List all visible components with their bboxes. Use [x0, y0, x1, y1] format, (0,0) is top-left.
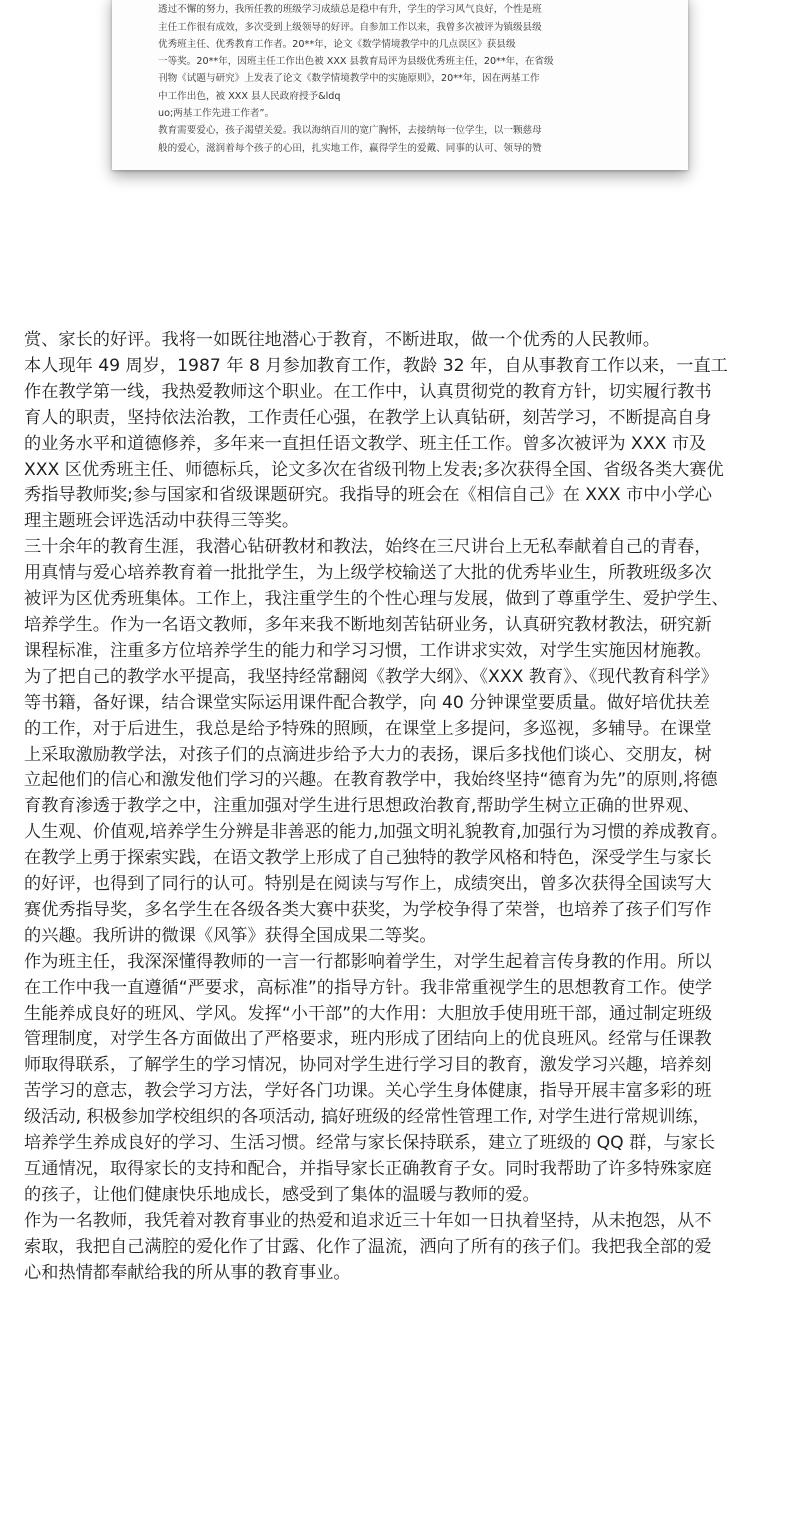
body-line: 赏、家长的好评。我将一如既往地潜心于教育，不断进取，做一个优秀的人民教师。 [24, 330, 660, 350]
body-line: 用真情与爱心培养教育着一批批学生，为上级学校输送了大批的优秀毕业生，所教班级多次 [24, 563, 712, 584]
preview-line: 中工作出色，被 XXX 县人民政府授予&ldq [158, 90, 341, 102]
preview-line: 主任工作很有成效，多次受到上级领导的好评。自参加工作以来，我曾多次被评为镇级县级 [158, 21, 542, 33]
body-line: 作为班主任，我深深懂得教师的一言一行都影响着学生，对学生起着言传身教的作用。所以 [24, 951, 712, 972]
body-line: 理主题班会评选活动中获得三等奖。 [24, 511, 300, 532]
preview-line: 教育需要爱心，孩子渴望关爱。我以海纳百川的宽广胸怀，去接纳每一位学生，以一颗慈母 [158, 125, 542, 137]
body-line: 的孩子，让他们健康快乐地成长，感受到了集体的温暖与教师的爱。 [24, 1184, 540, 1205]
body-line: 管理制度，对学生各方面做出了严格要求，班内形成了团结向上的优良班风。经常与任课教 [24, 1029, 712, 1050]
body-line: 作在教学第一线，我热爱教师这个职业。在工作中，认真贯彻党的教育方针，切实履行教书 [24, 381, 712, 402]
preview-line: 优秀班主任、优秀教育工作者。20**年，论文《数学情境教学中的几点误区》获县级 [158, 38, 516, 50]
body-line: 师取得联系，了解学生的学习情况，协同对学生进行学习目的教育，激发学习兴趣，培养刻 [24, 1055, 712, 1076]
body-line: 等书籍，备好课，结合课堂实际运用课件配合教学，向 40 分钟课堂要质量。做好培优扶差 [24, 692, 710, 713]
body-line: 的好评，也得到了同行的认可。特别是在阅读与写作上，成绩突出，曾多次获得全国读写大 [24, 874, 712, 895]
preview-line: uo;两基工作先进工作者”。 [158, 108, 275, 120]
body-line: 生能养成良好的班风、学风。发挥“小干部”的大作用：大胆放手使用班干部，通过制定班级 [24, 1003, 713, 1024]
body-line: 作为一名教师，我凭着对教育事业的热爱和追求近三十年如一日执着坚持，从未抱怨，从不 [24, 1210, 712, 1231]
body-line: 心和热情都奉献给我的所从事的教育事业。 [24, 1262, 351, 1283]
preview-line: 刊物《试题与研究》上发表了论文《数学情境教学中的实施原则》，20**年，因在两基工作 [158, 73, 540, 85]
body-line: 本人现年 49 周岁，1987 年 8 月参加教育工作，教龄 32 年，自从事教育工作以来，一直工 [24, 355, 728, 376]
body-line: 秀指导教师奖;参与国家和省级课题研究。我指导的班会在《相信自己》在 XXX 市中小学心 [24, 485, 712, 506]
document-preview-card [112, 0, 688, 170]
body-line: 的工作，对于后进生，我总是给予特殊的照顾，在课堂上多提问，多巡视，多辅导。在课堂 [24, 718, 712, 739]
body-line: 在工作中我一直遵循“严要求，高标准”的指导方针。我非常重视学生的思想教育工作。使学 [24, 977, 713, 998]
preview-line: 般的爱心，滋润着每个孩子的心田，扎实地工作，赢得学生的爱戴、同事的认可、领导的赞 [158, 142, 542, 154]
body-line: 苦学习的意志，教会学习方法，学好各门功课。关心学生身体健康，指导开展丰富多彩的班 [24, 1081, 712, 1102]
body-line: 课程标准，注重多方位培养学生的能力和学习习惯，工作讲求实效，对学生实施因材施教。 [24, 640, 712, 661]
body-line: 赛优秀指导奖，多名学生在各级各类大赛中获奖，为学校争得了荣誉，也培养了孩子们写作 [24, 899, 712, 920]
body-line: 索取，我把自己满腔的爱化作了甘露、化作了温流，洒向了所有的孩子们。我把我全部的爱 [24, 1236, 712, 1257]
body-line: 上采取激励教学法，对孩子们的点滴进步给予大力的表扬，课后多找他们谈心、交朋友，树 [24, 744, 712, 765]
body-line: 人生观、价值观,培养学生分辨是非善恶的能力,加强文明礼貌教育,加强行为习惯的养成教育。 [24, 822, 728, 843]
body-line: 在教学上勇于探索实践，在语文教学上形成了自己独特的教学风格和特色，深受学生与家长 [24, 848, 712, 869]
body-line: 育教育渗透于教学之中，注重加强对学生进行思想政治教育,帮助学生树立正确的世界观、 [24, 796, 700, 817]
body-line: 三十余年的教育生涯，我潜心钻研教材和教法，始终在三尺讲台上无私奉献着自己的青春， [24, 537, 712, 558]
body-line: XXX 区优秀班主任、师德标兵，论文多次在省级刊物上发表;多次获得全国、省级各类大赛优 [24, 459, 724, 480]
preview-line: 一等奖。20**年，因班主任工作出色被 XXX 县教育局评为县级优秀班主任，20**年，在省级 [158, 56, 554, 68]
preview-text [158, 0, 650, 157]
body-line: 被评为区优秀班集体。工作上，我注重学生的个性心理与发展，做到了尊重学生、爱护学生、 [24, 589, 729, 610]
body-line: 的业务水平和道德修养，多年来一直担任语文教学、班主任工作。曾多次被评为 XXX 市及 [24, 433, 707, 454]
body-line: 的兴趣。我所讲的微课《风筝》获得全国成果二等奖。 [24, 925, 437, 946]
preview-line: 透过不懈的努力，我所任教的班级学习成绩总是稳中有升，学生的学习风气良好，个性是班 [158, 4, 542, 16]
body-line: 育人的职责，坚持依法治教，工作责任心强，在教学上认真钻研，刻苦学习，不断提高自身 [24, 407, 712, 428]
document-body [24, 328, 776, 1287]
body-line: 为了把自己的教学水平提高，我坚持经常翻阅《教学大纲》、《XXX 教育》、《现代教育科学》 [24, 666, 718, 687]
body-line: 培养学生。作为一名语文教师，多年来我不断地刻苦钻研业务，认真研究教材教法，研究新 [24, 614, 712, 635]
body-line: 立起他们的信心和激发他们学习的兴趣。在教育教学中，我始终坚持“德育为先”的原则,将德 [24, 770, 718, 791]
body-line: 培养学生养成良好的学习、生活习惯。经常与家长保持联系，建立了班级的 QQ 群，与家长 [24, 1133, 716, 1154]
body-line: 互通情况，取得家长的支持和配合，并指导家长正确教育子女。同时我帮助了许多特殊家庭 [24, 1159, 712, 1179]
body-line: 级活动, 积极参加学校组织的各项活动, 搞好班级的经常性管理工作, 对学生进行常规训练， [24, 1107, 710, 1128]
